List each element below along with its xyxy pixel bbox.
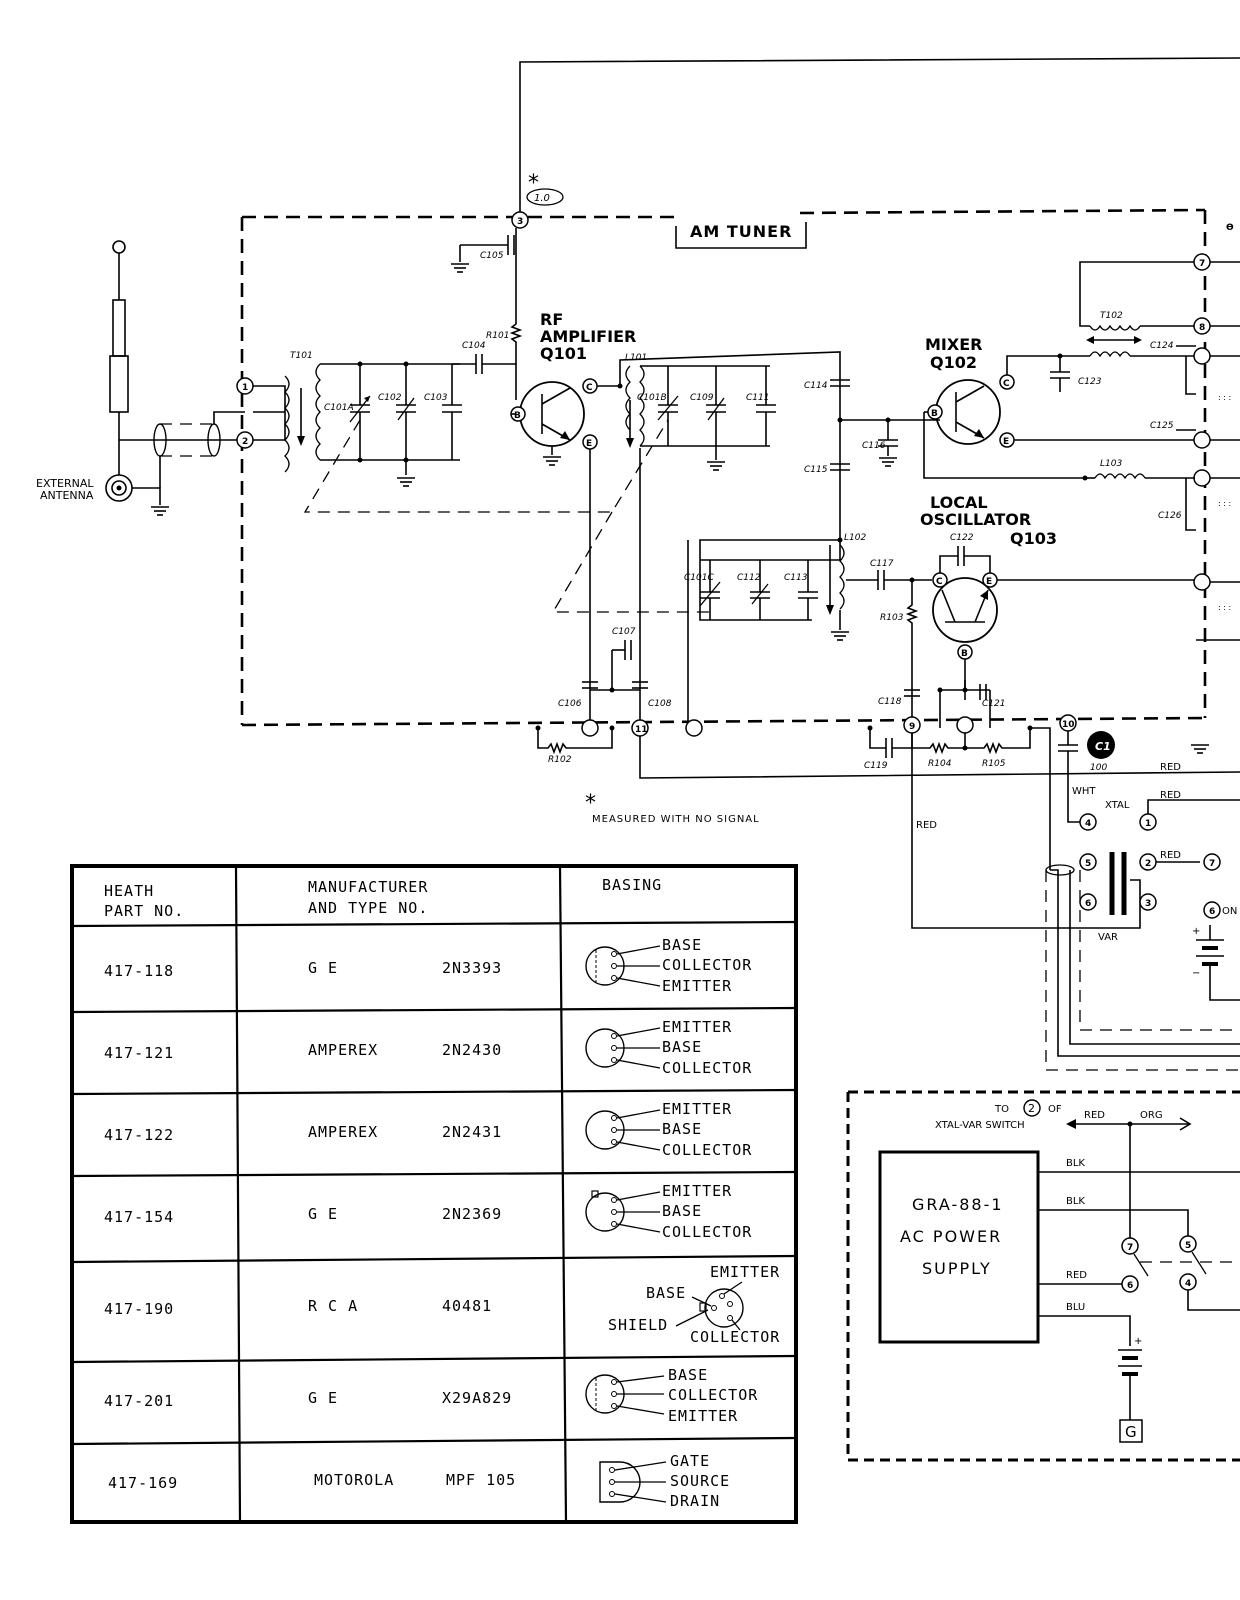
svg-text:G E: G E — [308, 1205, 339, 1223]
svg-text:T102: T102 — [1100, 311, 1123, 321]
svg-text:2N2431: 2N2431 — [442, 1123, 503, 1141]
svg-text:C121: C121 — [982, 699, 1006, 709]
svg-text:COLLECTOR: COLLECTOR — [662, 1223, 753, 1241]
svg-text:BASE: BASE — [662, 936, 703, 954]
svg-text:LOCAL: LOCAL — [930, 493, 988, 512]
c117-capacitor — [846, 559, 932, 590]
svg-text:AMPLIFIER: AMPLIFIER — [540, 327, 637, 346]
svg-text:C102: C102 — [378, 393, 402, 403]
svg-text:1: 1 — [1145, 819, 1152, 829]
svg-text:G E: G E — [308, 959, 339, 977]
svg-text:EMITTER: EMITTER — [710, 1263, 781, 1281]
svg-text:417-201: 417-201 — [104, 1392, 175, 1410]
table-row — [104, 936, 752, 995]
svg-text:C101A: C101A — [324, 403, 354, 413]
external-antenna — [36, 241, 245, 515]
footnote-text: MEASURED WITH NO SIGNAL — [592, 814, 760, 825]
svg-text:GATE: GATE — [670, 1452, 711, 1470]
svg-text:7: 7 — [1199, 259, 1206, 269]
header-mfr-2: AND TYPE NO. — [308, 899, 429, 917]
svg-text:6: 6 — [1127, 1281, 1134, 1291]
svg-text:L103: L103 — [1100, 459, 1123, 469]
svg-text:VAR: VAR — [1098, 932, 1118, 943]
svg-text:C114: C114 — [804, 381, 828, 391]
q101-rf-amplifier — [511, 310, 636, 465]
antenna-label-line2: ANTENNA — [40, 489, 94, 502]
svg-text:EMITTER: EMITTER — [662, 977, 733, 995]
svg-text:COLLECTOR: COLLECTOR — [668, 1386, 759, 1404]
table-row — [104, 1366, 758, 1425]
svg-text:: : :: : : : — [1218, 393, 1232, 402]
antenna-label-line1: EXTERNAL — [36, 477, 94, 490]
svg-text:C113: C113 — [784, 573, 808, 583]
svg-text:2N3393: 2N3393 — [442, 959, 503, 977]
svg-text:SHIELD: SHIELD — [608, 1316, 669, 1334]
svg-text:6: 6 — [1085, 899, 1092, 909]
svg-text:ORG: ORG — [1140, 1110, 1163, 1121]
svg-text:2N2430: 2N2430 — [442, 1041, 503, 1059]
svg-text:C101C: C101C — [684, 573, 714, 583]
table-row — [104, 1100, 752, 1159]
svg-text:MIXER: MIXER — [925, 335, 983, 354]
right-edge-terminals — [1194, 223, 1240, 640]
svg-text:C1: C1 — [1095, 740, 1111, 753]
svg-text:Q102: Q102 — [930, 353, 977, 372]
svg-text:BASE: BASE — [662, 1202, 703, 1220]
svg-text:R102: R102 — [548, 755, 572, 765]
table-row — [104, 1263, 780, 1346]
svg-text:+: + — [1134, 1336, 1143, 1347]
svg-text:BLK: BLK — [1066, 1196, 1085, 1207]
svg-text:2: 2 — [242, 437, 249, 447]
svg-text:Q103: Q103 — [1010, 529, 1057, 548]
svg-text:R104: R104 — [928, 759, 952, 769]
terminal-2 — [237, 432, 253, 448]
svg-text:WHT: WHT — [1072, 786, 1096, 797]
svg-text:T101: T101 — [290, 351, 313, 361]
svg-text:EMITTER: EMITTER — [662, 1100, 733, 1118]
svg-text:C: C — [936, 577, 943, 587]
svg-text:XTAL-VAR SWITCH: XTAL-VAR SWITCH — [935, 1120, 1025, 1131]
svg-text:2: 2 — [1028, 1102, 1035, 1115]
svg-text:417-121: 417-121 — [104, 1044, 175, 1062]
svg-text:Ɵ: Ɵ — [1226, 223, 1234, 233]
voltage-value: 1.0 — [534, 193, 550, 204]
svg-text:RED: RED — [1066, 1270, 1087, 1281]
svg-text:R C A: R C A — [308, 1297, 359, 1315]
svg-text:40481: 40481 — [442, 1297, 493, 1315]
svg-text:1: 1 — [242, 383, 249, 393]
c124-c125-c126 — [1150, 341, 1231, 612]
svg-text:: : :: : : : — [1218, 603, 1232, 612]
svg-text:BASE: BASE — [662, 1120, 703, 1138]
svg-text:3: 3 — [1145, 899, 1152, 909]
c114-c115-network — [804, 380, 940, 475]
footnote-asterisk: * — [585, 791, 596, 816]
l102-tank — [684, 533, 866, 730]
measurement-footnote — [585, 791, 760, 825]
svg-text:B: B — [931, 409, 938, 419]
svg-text:BASE: BASE — [662, 1038, 703, 1056]
svg-text:417-190: 417-190 — [104, 1300, 175, 1318]
svg-text:COLLECTOR: COLLECTOR — [662, 1141, 753, 1159]
svg-text:G: G — [1125, 1423, 1137, 1441]
header-part-1: HEATH — [104, 882, 155, 900]
svg-text:C115: C115 — [804, 465, 828, 475]
header-basing: BASING — [602, 876, 663, 894]
c104-capacitor — [452, 341, 516, 400]
svg-text:R101: R101 — [486, 331, 510, 341]
svg-text:C119: C119 — [864, 761, 888, 771]
svg-text:C104: C104 — [462, 341, 486, 351]
svg-text:100: 100 — [1090, 763, 1108, 773]
svg-text:AMPEREX: AMPEREX — [308, 1041, 379, 1059]
svg-text:C: C — [1003, 379, 1010, 389]
svg-text:C: C — [586, 383, 593, 393]
svg-text:DRAIN: DRAIN — [670, 1492, 721, 1510]
xtal-var-switch — [1046, 790, 1240, 1070]
r101-resistor — [486, 228, 520, 364]
svg-text:C125: C125 — [1150, 421, 1174, 431]
svg-text:C116: C116 — [862, 441, 886, 451]
svg-text:R105: R105 — [982, 759, 1006, 769]
svg-text:2N2369: 2N2369 — [442, 1205, 503, 1223]
svg-text:Q101: Q101 — [540, 344, 587, 363]
psu-title-3: SUPPLY — [922, 1259, 992, 1278]
svg-text:E: E — [986, 577, 993, 587]
svg-text:ON: ON — [1222, 906, 1238, 917]
svg-text:C106: C106 — [558, 699, 582, 709]
svg-text:3: 3 — [517, 217, 524, 227]
svg-text:OSCILLATOR: OSCILLATOR — [920, 510, 1032, 529]
svg-text:7: 7 — [1127, 1243, 1134, 1253]
svg-text:C123: C123 — [1078, 377, 1102, 387]
svg-text:4: 4 — [1185, 1279, 1192, 1289]
svg-text:−: − — [1192, 968, 1201, 979]
transistor-basing-table — [72, 866, 796, 1522]
svg-text:C108: C108 — [648, 699, 672, 709]
svg-text:RED: RED — [1160, 790, 1181, 801]
header-part-2: PART NO. — [104, 902, 185, 920]
svg-text:C109: C109 — [690, 393, 714, 403]
svg-text:C118: C118 — [878, 697, 902, 707]
svg-text:: : :: : : : — [1218, 499, 1232, 508]
svg-text:MOTOROLA: MOTOROLA — [314, 1471, 395, 1489]
svg-text:C126: C126 — [1158, 511, 1182, 521]
svg-text:B: B — [961, 649, 968, 659]
svg-text:C105: C105 — [480, 251, 504, 261]
svg-text:L102: L102 — [844, 533, 867, 543]
svg-text:C124: C124 — [1150, 341, 1174, 351]
svg-text:AMPEREX: AMPEREX — [308, 1123, 379, 1141]
svg-text:G E: G E — [308, 1389, 339, 1407]
svg-text:417-154: 417-154 — [104, 1208, 175, 1226]
svg-text:E: E — [1003, 437, 1010, 447]
svg-text:+: + — [1192, 926, 1201, 937]
svg-text:XTAL: XTAL — [1105, 800, 1130, 811]
svg-text:7: 7 — [1209, 859, 1216, 869]
svg-text:4: 4 — [1085, 819, 1092, 829]
svg-text:417-122: 417-122 — [104, 1126, 175, 1144]
svg-text:BLK: BLK — [1066, 1158, 1085, 1169]
svg-text:RED: RED — [916, 820, 937, 831]
svg-text:C101B: C101B — [637, 393, 667, 403]
svg-text:10: 10 — [1062, 720, 1075, 730]
supply-feed-wire — [520, 58, 1240, 220]
bottom-network — [536, 448, 1240, 928]
voltage-asterisk: * — [528, 171, 539, 196]
terminal-1 — [237, 378, 253, 394]
svg-text:BASE: BASE — [668, 1366, 709, 1384]
svg-text:MPF 105: MPF 105 — [446, 1471, 517, 1489]
svg-text:C103: C103 — [424, 393, 448, 403]
svg-text:SOURCE: SOURCE — [670, 1472, 731, 1490]
table-row — [104, 1018, 752, 1077]
svg-text:C117: C117 — [870, 559, 894, 569]
svg-text:5: 5 — [1185, 1241, 1192, 1251]
psu-title-2: AC POWER — [900, 1227, 1003, 1246]
svg-text:R103: R103 — [880, 613, 904, 623]
svg-text:EMITTER: EMITTER — [662, 1182, 733, 1200]
svg-text:EMITTER: EMITTER — [662, 1018, 733, 1036]
svg-text:COLLECTOR: COLLECTOR — [662, 956, 753, 974]
svg-text:11: 11 — [635, 725, 648, 735]
terminal-3 — [512, 212, 528, 228]
svg-text:EMITTER: EMITTER — [668, 1407, 739, 1425]
header-mfr-1: MANUFACTURER — [308, 878, 429, 896]
table-row — [104, 1182, 752, 1241]
svg-text:9: 9 — [909, 722, 916, 732]
svg-text:BASE: BASE — [646, 1284, 687, 1302]
svg-text:RED: RED — [1160, 762, 1181, 773]
psu-title-1: GRA-88-1 — [912, 1195, 1004, 1214]
svg-text:RED: RED — [1084, 1110, 1105, 1121]
q103-local-oscillator — [878, 493, 1195, 728]
svg-text:COLLECTOR: COLLECTOR — [690, 1328, 781, 1346]
svg-text:C122: C122 — [950, 533, 974, 543]
svg-text:C107: C107 — [612, 627, 636, 637]
svg-text:X29A829: X29A829 — [442, 1389, 513, 1407]
svg-text:417-118: 417-118 — [104, 962, 175, 980]
l103-coil — [1083, 459, 1196, 481]
t101-transformer — [253, 351, 462, 486]
svg-text:417-169: 417-169 — [108, 1474, 179, 1492]
svg-text:TO: TO — [995, 1104, 1009, 1115]
tuning-gang-linkage — [305, 420, 712, 612]
svg-text:BLU: BLU — [1066, 1302, 1086, 1313]
svg-text:5: 5 — [1085, 859, 1092, 869]
svg-text:C112: C112 — [737, 573, 761, 583]
t102-transformer — [1060, 262, 1195, 356]
svg-text:2: 2 — [1145, 859, 1152, 869]
svg-text:COLLECTOR: COLLECTOR — [662, 1059, 753, 1077]
svg-text:B: B — [514, 411, 521, 421]
power-supply-block — [848, 1092, 1240, 1460]
svg-text:RED: RED — [1160, 850, 1181, 861]
am-tuner-label: AM TUNER — [690, 222, 793, 241]
svg-text:E: E — [586, 439, 593, 449]
svg-text:L101: L101 — [625, 353, 648, 363]
svg-text:C111: C111 — [746, 393, 770, 403]
svg-text:6: 6 — [1209, 907, 1216, 917]
table-row — [108, 1452, 730, 1510]
c105-capacitor — [451, 235, 514, 272]
svg-text:RF: RF — [540, 310, 564, 329]
svg-text:8: 8 — [1199, 323, 1206, 333]
svg-text:OF: OF — [1048, 1104, 1062, 1115]
am-tuner-enclosure — [242, 210, 1205, 725]
